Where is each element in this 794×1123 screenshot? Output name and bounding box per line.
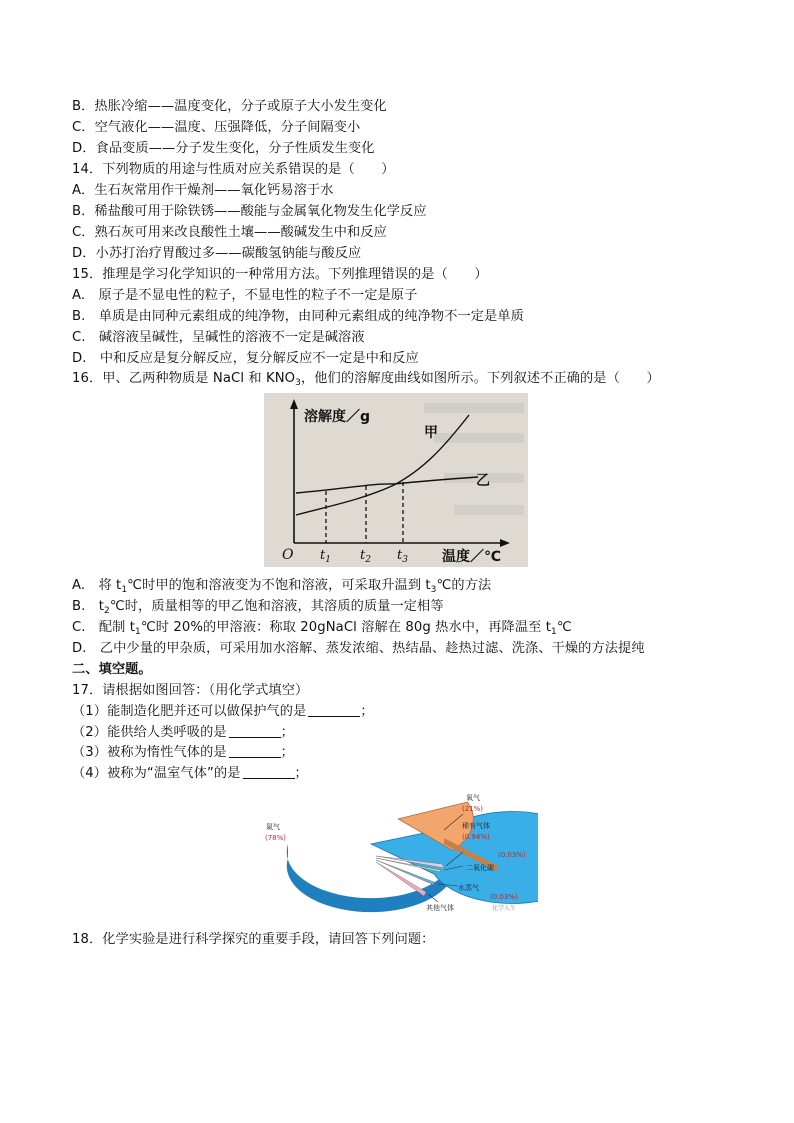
q17-part3: （3）被称为惰性气体的是 ； [72,745,294,760]
answer-blank-1[interactable] [308,704,360,717]
q14-option-c: C．熟石灰可用来改良酸性土壤——酸碱发生中和反应 [72,225,387,240]
q17-stem: 17．请根据如图回答：（用化学式填空） [72,683,309,698]
air-pie-svg [258,786,538,916]
q14-option-d: D．小苏打治疗胃酸过多——碳酸氢钠能与酸反应 [72,246,362,261]
q13-option-d: D．食品变质——分子发生变化，分子性质发生变化 [72,141,375,156]
value-oxygen: (21%) [462,805,484,813]
q16-option-a: A. 将 $t_1℃$时甲的饱和溶液变为不饱和溶液，可采取升温到 $t_3℃$的方法 [72,578,492,595]
q14-option-a: A．生石灰常用作干燥剂——氧化钙易溶于水 [72,183,334,198]
q16-option-b: B. $t_2℃$时，质量相等的甲乙饱和溶液，其溶质的质量一定相等 [72,599,444,616]
curve-yi [296,477,478,493]
value-rare-gas: (0.94%) [462,833,490,841]
q16-stem-sub: 3 [295,378,301,388]
solubility-curve-svg [264,393,528,567]
x-axis-label: 温度／℃ [442,549,501,565]
value-co2: (0.03%) [498,851,526,859]
q13-option-c: C．空气液化——温度、压强降低，分子间隔变小 [72,120,361,135]
q17-part1: （1）能制造化肥并还可以做保护气的是 ； [72,704,374,719]
label-co2: 二氧化碳 [466,864,494,872]
q16-stem-pre: 16．甲、乙两种物质是 NaCl 和 KNO [72,371,296,386]
y-axis-label: 溶解度／g [304,409,371,425]
origin-label: O [282,547,294,563]
label-oxygen: 氧气 [466,794,480,802]
q16-stem [72,369,660,393]
solubility-curve-figure [264,393,528,567]
q18-stem: 18．化学实验是进行科学探究的重要手段，请回答下列问题： [72,932,435,947]
q17-part2: （2）能供给人类呼吸的是 ； [72,725,294,740]
label-rare-gas: 稀有气体 [462,822,490,830]
label-other: 其他气体 [426,904,454,912]
q17-part4: （4）被称为“温室气体”的是 ； [72,766,308,781]
q14-stem: 14．下列物质的用途与性质对应关系错误的是（ ） [72,162,395,177]
q15-option-d: D. 中和反应是复分解反应，复分解反应不一定是中和反应 [72,351,419,366]
label-water: 水蒸气 [458,884,479,892]
q16-stem-post: ，他们的溶解度曲线如图所示。下列叙述不正确的是（ ） [300,371,660,386]
q15-stem: 15．推理是学习化学知识的一种常用方法。下列推理错误的是（ ） [72,267,488,282]
answer-blank-4[interactable] [243,766,295,779]
watermark-text: 化学人生 [492,905,517,912]
q13-option-b: B．热胀冷缩——温度变化，分子或原子大小发生变化 [72,99,387,114]
tick-t2: $t_2$ [360,548,371,565]
q16-option-c: C. 配制 $t_1℃$时 20%的甲溶液：称取 20gNaCl 溶解在 80g 热水中，再降温至 $t_1℃$ [72,620,572,637]
q14-option-b: B．稀盐酸可用于除铁锈——酸能与金属氧化物发生化学反应 [72,204,427,219]
curve-jia [296,415,469,515]
air-composition-figure [258,786,538,916]
curve-jia-label: 甲 [424,425,438,441]
value-water: (0.03%) [490,893,518,901]
curve-yi-label: 乙 [476,473,490,489]
label-nitrogen: 氮气 [266,823,280,831]
q15-option-a: A. 原子是不显电性的粒子，不显电性的粒子不一定是原子 [72,288,418,303]
value-nitrogen: (78%) [265,834,287,842]
tick-t3: $t_3$ [397,548,408,565]
section-2-heading: 二、填空题。 [72,662,152,677]
q16-option-d: D. 乙中少量的甲杂质，可采用加水溶解、蒸发浓缩、热结晶、趁热过滤、洗涤、干燥的方法提纯 [72,641,645,656]
answer-blank-3[interactable] [229,745,281,758]
q15-option-c: C. 碱溶液呈碱性，呈碱性的溶液不一定是碱溶液 [72,330,365,345]
tick-t1: $t_1$ [320,548,331,565]
answer-blank-2[interactable] [229,725,281,738]
q15-option-b: B. 单质是由同种元素组成的纯净物，由同种元素组成的纯净物不一定是单质 [72,309,524,324]
